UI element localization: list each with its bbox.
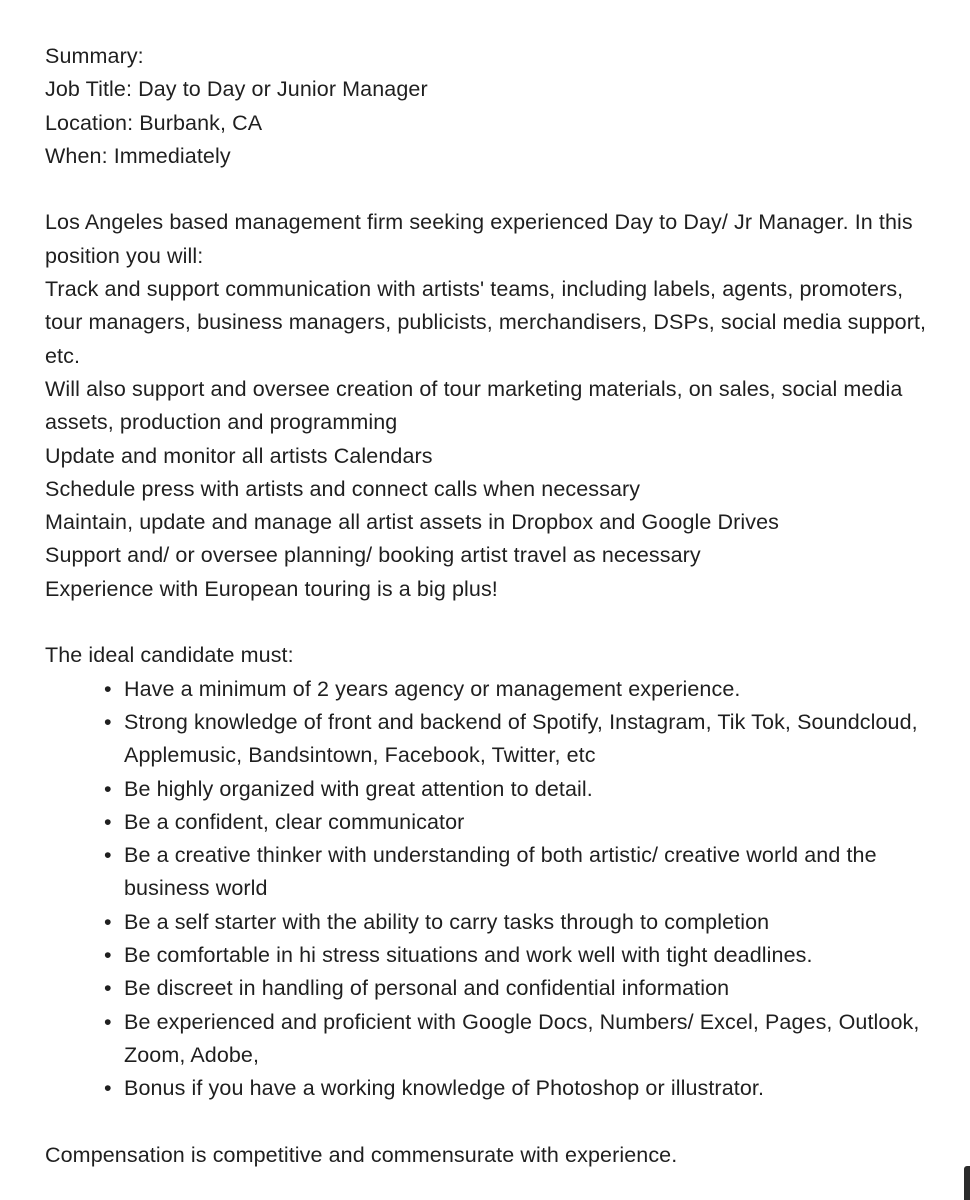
bullet-icon: • xyxy=(104,843,112,868)
spacer xyxy=(45,1106,945,1139)
list-item xyxy=(45,773,939,806)
spacer xyxy=(45,173,945,206)
bullet-icon: • xyxy=(104,1009,112,1034)
requirement-text: Have a minimum of 2 years agency or management experience. xyxy=(124,676,741,701)
requirement-text: Be comfortable in hi stress situations and work well with tight deadlines. xyxy=(124,943,813,968)
bullet-icon: • xyxy=(104,709,112,734)
list-item xyxy=(45,939,939,972)
requirement-text: Be highly organized with great attention to detail. xyxy=(124,776,593,801)
list-item xyxy=(45,906,939,939)
spacer xyxy=(45,606,945,639)
list-item xyxy=(45,706,939,773)
duty-line: Maintain, update and manage all artist assets in Dropbox and Google Drives xyxy=(45,510,780,535)
duty-line: Schedule press with artists and connect calls when necessary xyxy=(45,476,641,501)
requirement-text: Bonus if you have a working knowledge of Photoshop or illustrator. xyxy=(124,1076,765,1101)
bullet-icon: • xyxy=(104,976,112,1001)
job-location: Location: Burbank, CA xyxy=(45,110,263,135)
compensation-text: Compensation is competitive and commensurate with experience. xyxy=(45,1142,678,1167)
requirement-text: Strong knowledge of front and backend of Spotify, Instagram, Tik Tok, Soundcloud, Applemusic, Bandsintown, Facebook, Twitter, etc xyxy=(124,709,918,768)
list-item xyxy=(45,839,939,906)
job-posting-document xyxy=(45,40,945,1172)
summary-heading: Summary: xyxy=(45,44,144,68)
list-item xyxy=(45,673,939,706)
job-title: Job Title: Day to Day or Junior Manager xyxy=(45,77,428,102)
requirements-list xyxy=(45,673,945,1106)
duty-line: Track and support communication with artists' teams, including labels, agents, promoters, tour managers, business managers, publicists, merchandisers, DSPs, social media support, etc. xyxy=(45,277,927,368)
scrollbar-thumb[interactable] xyxy=(964,1166,970,1200)
requirement-text: Be a creative thinker with understanding of both artistic/ creative world and the business world xyxy=(124,843,877,901)
duty-line: Will also support and oversee creation of tour marketing materials, on sales, social media assets, production and programming xyxy=(45,376,903,435)
bullet-icon: • xyxy=(104,909,112,934)
requirements-heading: The ideal candidate must: xyxy=(45,643,294,668)
duty-line: Experience with European touring is a big plus! xyxy=(45,576,498,601)
bullet-icon: • xyxy=(104,943,112,968)
requirement-text: Be experienced and proficient with Google Docs, Numbers/ Excel, Pages, Outlook, Zoom, Adobe, xyxy=(124,1009,920,1067)
bullet-icon: • xyxy=(104,676,112,701)
requirement-text: Be a self starter with the ability to carry tasks through to completion xyxy=(124,909,770,934)
list-item xyxy=(45,972,939,1005)
bullet-icon: • xyxy=(104,809,112,834)
job-start: When: Immediately xyxy=(45,143,231,168)
list-item xyxy=(45,1006,939,1073)
intro-paragraph: Los Angeles based management firm seeking experienced Day to Day/ Jr Manager. In this position you will: xyxy=(45,210,913,268)
list-item xyxy=(45,806,939,839)
requirement-text: Be discreet in handling of personal and confidential information xyxy=(124,976,730,1001)
duty-line: Support and/ or oversee planning/ booking artist travel as necessary xyxy=(45,543,701,568)
list-item xyxy=(45,1072,939,1105)
bullet-icon: • xyxy=(104,776,112,801)
duty-line: Update and monitor all artists Calendars xyxy=(45,443,433,468)
requirement-text: Be a confident, clear communicator xyxy=(124,809,465,834)
bullet-icon: • xyxy=(104,1076,112,1101)
